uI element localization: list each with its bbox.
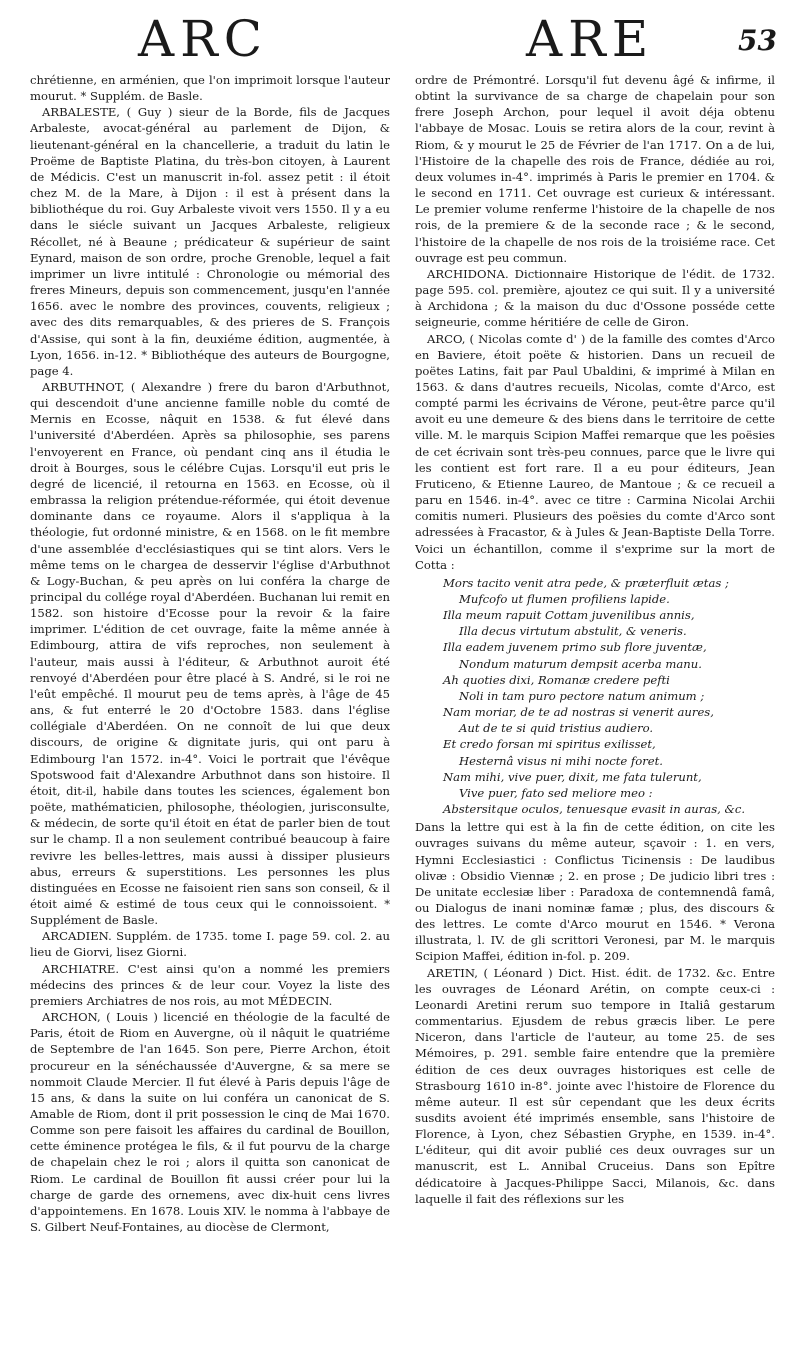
verse-line: Et credo forsan mi spiritus exilisset, <box>443 737 656 752</box>
verse-line: Noli in tam puro pectore natum animum ; <box>459 688 705 703</box>
page-number: 53 <box>738 24 777 57</box>
header-right-headword: ARE <box>526 10 655 68</box>
verse-line: Nam moriar, de te ad nostras si venerit aures, <box>443 705 714 720</box>
entry-arco-continued: Dans la lettre qui est à la fin de cette édition, on cite les ouvrages suivans du même auteur, sçavoir : 1. en vers, Hymni Ecclesiastici : Conflictus Ticinensis : De laudibus olivæ : Obsidio Viennæ ; 2. en prose ; De judicio libri tres : De unitate ecclesiæ liber : Paradoxa de contemnendâ famâ, ou Dialogus de inani nominæ famæ ; plus, des discours & des lettres. Le comte d'Arco mourut en 1546. * Verona illustrata, l. IV. de gli scrittori Veronesi, par M. le marquis Scipion Maffei, édition in-fol. p. 209. <box>415 820 775 964</box>
verse-line: Nam mihi, vive puer, dixit, me fata tulerunt, <box>443 769 702 784</box>
verse-line: Ah quoties dixi, Romanæ credere pefti <box>443 672 670 687</box>
entry-archidona: ARCHIDONA. Dictionnaire Historique de l'édit. de 1732. page 595. col. première, ajoutez ce qui suit. Il y a université à Archidona ; & la maison du duc d'Ossone posséde cette seigneurie, comme héritiére de celle de Giron. <box>415 266 775 330</box>
left-column <box>30 72 390 1342</box>
verse-line: Nondum maturum dempsit acerba manu. <box>459 656 702 671</box>
verse-line: Aut de te si quid tristius audiero. <box>459 721 654 736</box>
entry-archon-continued: ordre de Prémontré. Lorsqu'il fut devenu âgé & infirme, il obtint la survivance de sa charge de chapelain pour son frere Joseph Archon, pour lequel il avoit déja obtenu l'abbaye de Mosac. Louis se retira alors de la cour, revint à Riom, & y mourut le 25 de Février de l'an 1717. On a de lui, l'Histoire de la chapelle des rois de France, dédiée au roi, deux volumes in-4°. imprimés à Paris le premier en 1704. & le second en 1711. Cet ouvrage est curieux & intéressant. Le premier volume renferme l'histoire de la chapelle de nos rois, de la premiere & de la seconde race ; & le second, l'histoire de la chapelle de nos rois de la troisiéme race. Cet ouvrage est peu commun. <box>415 73 775 265</box>
entry-arbuthnot: ARBUTHNOT, ( Alexandre ) frere du baron d'Arbuthnot, qui descendoit d'une ancienne famille noble du comté de Mernis en Ecosse, nâquit en 1538. & fut élevé dans l'université d'Aberdéen. Après sa philosophie, ses parens l'envoyerent en France, où pendant cinq ans il étudia le droit à Bourges, sous le célébre Cujas. Lorsqu'il eut pris le degré de licencié, il retourna en 1563. en Ecosse, où il embrassa la religion prétendue-réformée, qui étoit devenue dominante dans ce royaume. Alors il s'appliqua à la théologie, fut ordonné ministre, & en 1568. on le fit membre d'une assemblée d'ecclésiastiques qui se tint alors. Vers le même tems on le chargea de desservir l'église d'Arbuthnot & Logy-Buchan, & peu après on lui conféra la charge de principal du collége royal d'Aberdéen. Buchanan lui remit en 1582. son histoire d'Ecosse pour la revoir & la faire imprimer. L'édition de cet ouvrage, faite la même année à Edimbourg, attira de vifs reproches, non seulement à l'auteur, mais aussi à l'éditeur, & Arbuthnot auroit été renvoyé d'Aberdéen pour être placé à S. André, si le roi ne l'eût empêché. Il mourut peu de tems après, à l'âge de 45 ans, & fut enterré le 20 d'Octobre 1583. dans l'église collégiale d'Aberdéen. On ne connoît de lui que deux discours, de origine & dignitate juris, qui ont paru à Edimbourg l'an 1572. in-4°. Voici le portrait que l'évêque Spotswood fait d'Alexandre Arbuthnot dans son histoire. Il étoit, dit-il, habile dans toutes les sciences, également bon poëte, mathématicien, philosophe, théologien, jurisconsulte, & médecin, de sorte qu'il étoit en état de parler bien de tout sur le champ. Il a non seulement contribué beaucoup à faire revivre les belles-lettres, mais aussi à dissiper plusieurs abus, erreurs & superstitions. Les personnes les plus distinguées en Ecosse ne faisoient rien sans son conseil, & il étoit aimé & estimé de tous ceux qui le connoissoient. * Supplément de Basle. <box>30 379 390 928</box>
entry-archon: ARCHON, ( Louis ) licencié en théologie de la faculté de Paris, étoit de Riom en Auvergne, où il nâquit le quatriéme de Septembre de l'an 1645. Son pere, Pierre Archon, étoit procureur en la sénéchaussée d'Auvergne, & sa mere se nommoit Claude Mercier. Il fut élevé à Paris depuis l'âge de 15 ans, & dans la suite on lui conféra un canonicat de S. Amable de Riom, dont il prit possession le cinq de Mai 1670. Comme son pere faisoit les affaires du cardinal de Bouillon, cette éminence protégea le fils, & il fut pourvu de la charge de chapelain chez le roi ; alors il quitta son canonicat de Riom. Le cardinal de Bouillon fit aussi créer pour lui la charge de garde des ornemens, avec dix-huit cens livres d'appointemens. En 1678. Louis XIV. le nomma à l'abbaye de S. Gilbert Neuf-Fontaines, au diocèse de Clermont, <box>30 1010 390 1235</box>
entry-arcadien: ARCADIEN. Supplém. de 1735. tome I. page 59. col. 2. au lieu de Giorvi, lisez Giorni. <box>30 929 390 960</box>
verse-line: Mufcofo ut flumen profiliens lapide. <box>459 592 670 606</box>
entry-archiatre: ARCHIATRE. C'est ainsi qu'on a nommé les premiers médecins des princes & de leur cour. Voyez la liste des premiers Archiatres de nos rois, au mot MÉDECIN. <box>30 961 390 1008</box>
running-header <box>0 10 800 70</box>
entry-arbaleste: ARBALESTE, ( Guy ) sieur de la Borde, fils de Jacques Arbaleste, avocat-général au parlement de Dijon, & lieutenant-général en la chancellerie, a traduit du latin le Proëme de Baptiste Platina, du très-bon citoyen, à Laurent de Médicis. C'est un manuscrit in-fol. assez petit : il étoit chez M. de la Mare, à Dijon : il est à présent dans la bibliothéque du roi. Guy Arbaleste vivoit vers 1550. Il y a eu dans le siécle suivant un Jacques Arbaleste, religieux Récollet, né à Beaune ; prédicateur & supérieur de saint Eynard, maison de son ordre, proche Grenoble, lequel a fait imprimer un livre intitulé : Chronologie ou mémorial des freres Mineurs, depuis son commencement, jusqu'en l'année 1656. avec le nombre des provinces, couvents, religieux ; avec des dits remarquables, & des prieres de S. François d'Assise, qui sont à la fin, deuxiéme édition, augmentée, à Lyon, 1656. in-12. * Bibliothéque des auteurs de Bourgogne, page 4. <box>30 105 390 378</box>
entry-aretin: ARETIN, ( Léonard ) Dict. Hist. édit. de 1732. &c. Entre les ouvrages de Léonard Arétin, on compte ceux-ci : Leonardi Aretini rerum suo tempore in Italiâ gestarum commentarius. Ejusdem de rebus græcis liber. Le pere Niceron, dans l'article de l'auteur, au tome 25. de ses Mémoires, p. 291. semble faire entendre que la première édition de ces deux ouvrages historiques est celle de Strasbourg 1610 in-8°. jointe avec l'histoire de Florence du même auteur. Il est sûr cependant que les deux écrits susdits avoient été imprimés ensemble, sans l'histoire de Florence, à Lyon, chez Sébastien Gryphe, en 1539. in-4°. L'éditeur, qui dit avoir publié ces deux ouvrages sur un manuscrit, est L. Annibal Cruceius. Dans son Epître dédicatoire à Jacques-Philippe Sacci, Milanois, &c. dans laquelle il fait des réflexions sur les <box>415 965 775 1206</box>
verse-line: Illa eadem juvenem primo sub flore juventæ, <box>443 640 707 655</box>
verse-line: Mors tacito venit atra pede, & præterfluit ætas ; <box>443 575 729 590</box>
verse-line: Illa meum rapuit Cottam juvenilibus annis, <box>443 608 695 623</box>
verse-line: Vive puer, fato sed meliore meo : <box>459 785 653 800</box>
verse-line: Illa decus virtutum abstulit, & veneris. <box>459 624 687 639</box>
entry-continuation: chrétienne, en arménien, que l'on imprimoit lorsque l'auteur mourut. * Supplém. de Basle. <box>30 73 390 104</box>
verse-line: Hesternâ visus ni mihi nocte foret. <box>459 753 663 768</box>
right-column <box>415 72 775 1342</box>
latin-verse <box>443 575 775 817</box>
entry-arco: ARCO, ( Nicolas comte d' ) de la famille des comtes d'Arco en Baviere, étoit poëte & historien. Dans un recueil de poëtes Latins, fait par Paul Ubaldini, & imprimé à Milan en 1563. & dans d'autres recueils, Nicolas, comte d'Arco, est compté parmi les écrivains de Vérone, peut-être parce qu'il avoit eu une demeure & des biens dans le territoire de cette ville. M. le marquis Scipion Maffei remarque que les poësies de cet écrivain sont très-peu connues, parce que le livre qui les contient est fort rare. Il a eu pour éditeurs, Jean Fruticeno, & Etienne Laureo, de Mantoue ; & ce recueil a paru en 1546. in-4°. avec ce titre : Carmina Nicolai Archii comitis numeri. Plusieurs des poësies du comte d'Arco sont adressées à Fracastor, & à Jules & Jean-Baptiste Della Torre. Voici un échantillon, comme il s'exprime sur la mort de Cotta : <box>415 331 775 572</box>
verse-line: Abstersitque oculos, tenuesque evasit in auras, &c. <box>443 802 746 817</box>
header-left-headword: ARC <box>138 10 269 68</box>
